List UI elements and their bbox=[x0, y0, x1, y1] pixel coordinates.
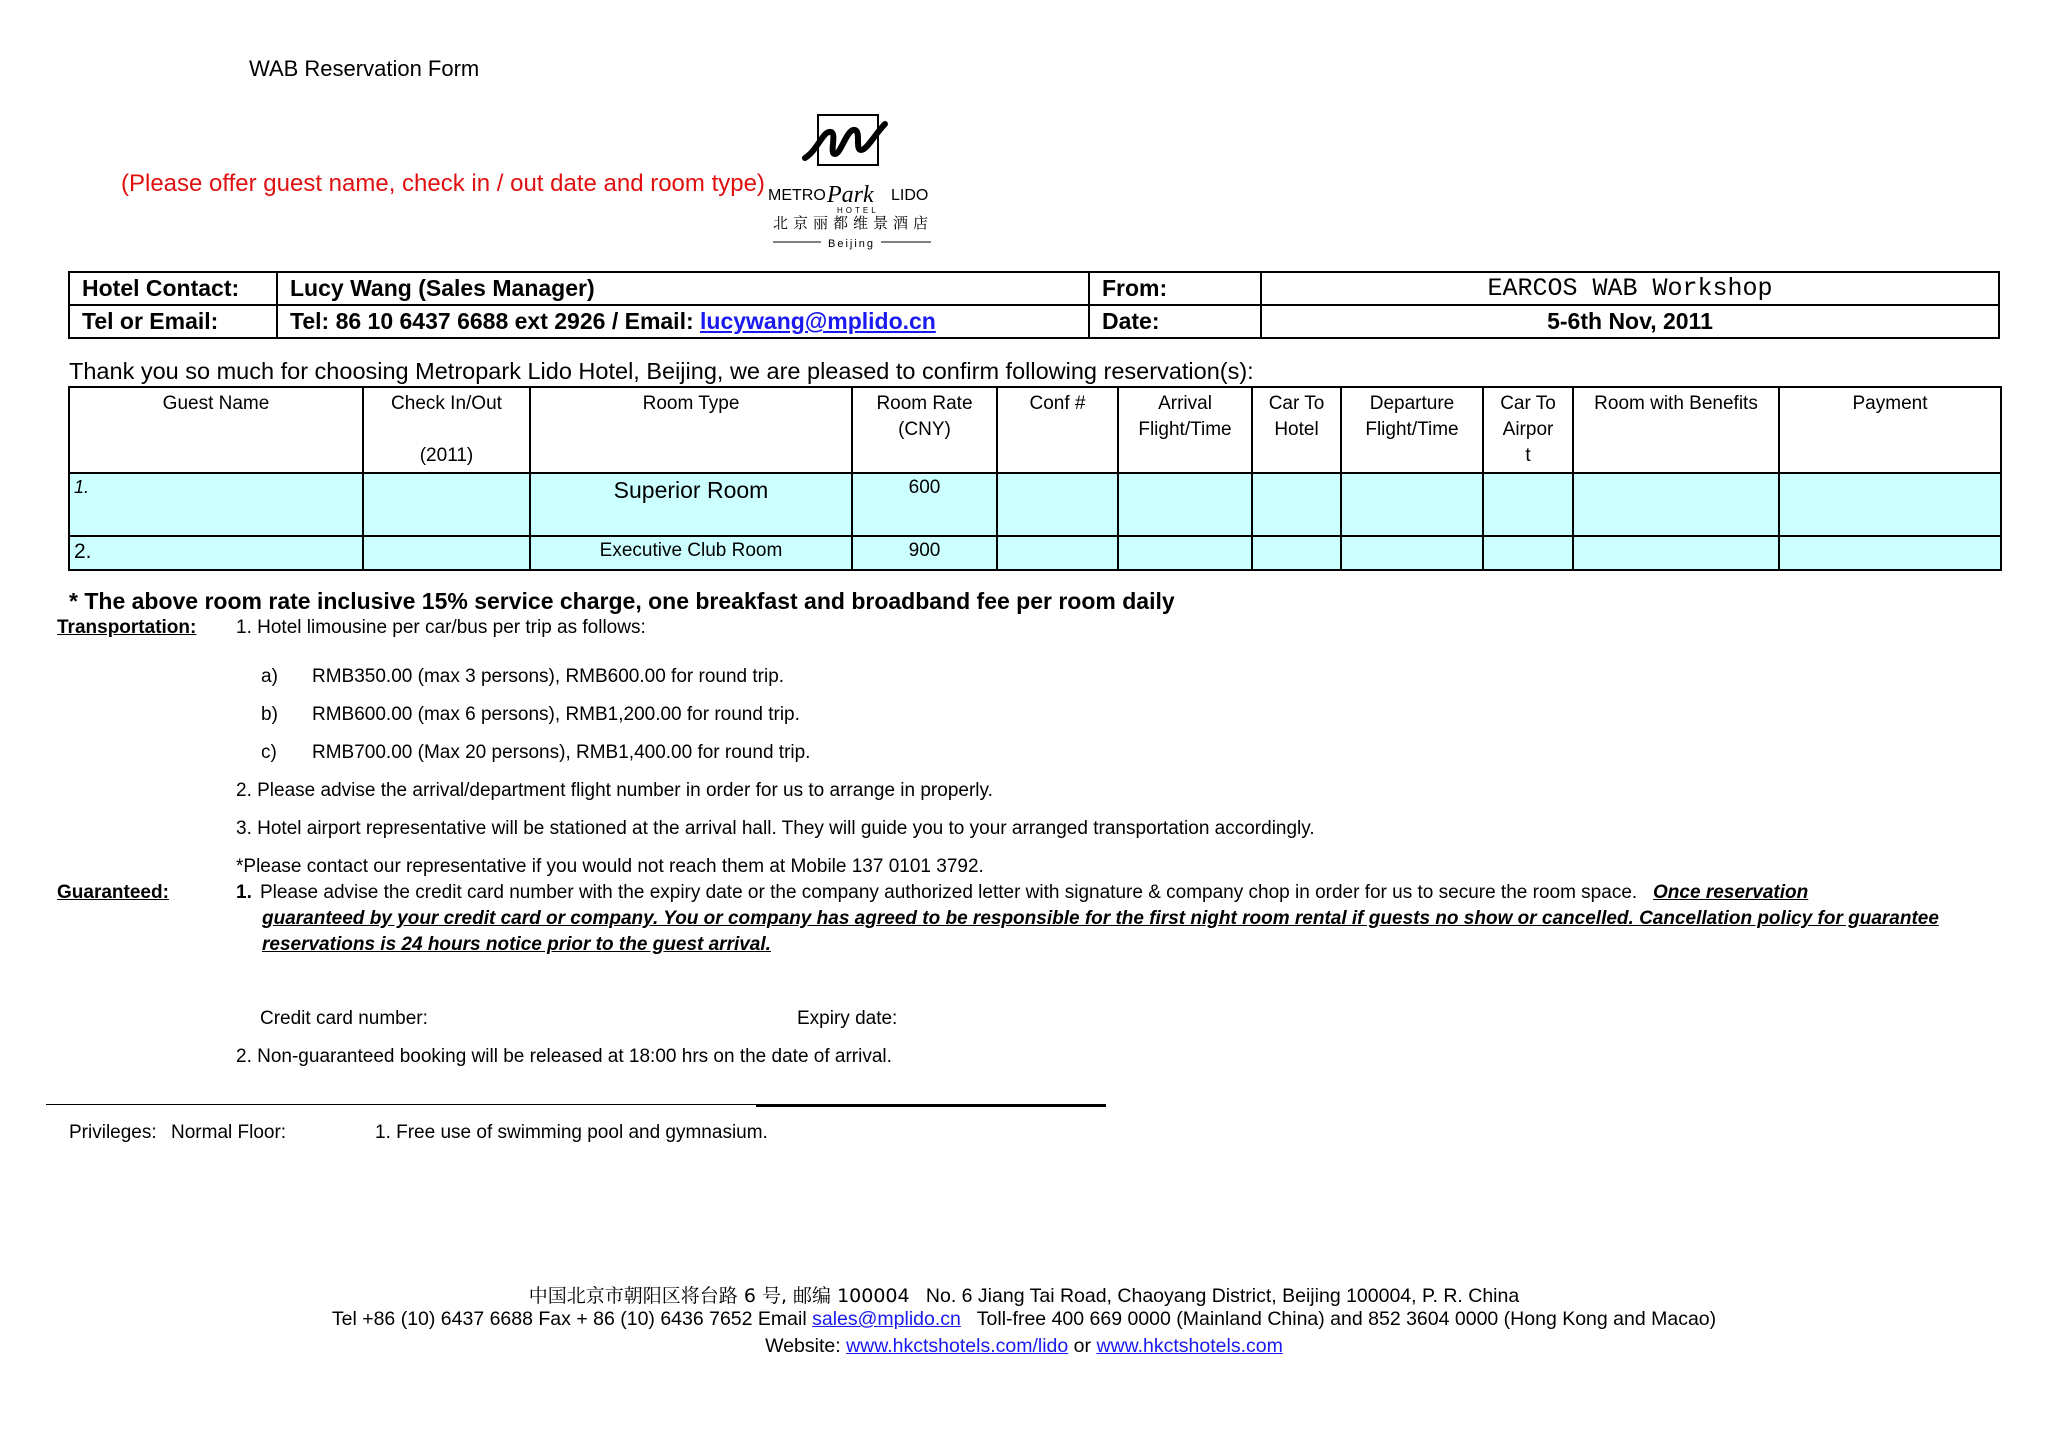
contact-table bbox=[68, 271, 2000, 339]
header-room-rate: Room Rate (CNY) bbox=[852, 387, 997, 473]
address-english: No. 6 Jiang Tai Road, Chaoyang District, Beijing 100004, P. R. China bbox=[925, 1285, 1520, 1307]
car-to-hotel-cell[interactable] bbox=[1252, 536, 1341, 570]
check-in-out-cell[interactable] bbox=[363, 536, 530, 570]
room-type-cell: Superior Room bbox=[530, 473, 852, 536]
guaranteed-line-3: reservations is 24 hours notice prior to the guest arrival. bbox=[262, 934, 771, 955]
representative-note: *Please contact our representative if you would not reach them at Mobile 137 0101 3792. bbox=[236, 856, 984, 877]
normal-floor-label: Normal Floor: bbox=[171, 1122, 287, 1143]
logo-chinese-name: 北京丽都维景酒店 bbox=[772, 214, 933, 232]
header-conf: Conf # bbox=[997, 387, 1118, 473]
instruction-note: (Please offer guest name, check in / out date and room type) bbox=[121, 170, 765, 197]
address-chinese: 中国北京市朝阳区将台路 6 号, 邮编 100004 bbox=[528, 1285, 910, 1307]
header-guest-name: Guest Name bbox=[69, 387, 363, 473]
logo-brand-right: LIDO bbox=[891, 187, 929, 204]
option-letter-a: a) bbox=[261, 666, 278, 687]
header-room-benefits: Room with Benefits bbox=[1573, 387, 1779, 473]
option-text-a: RMB350.00 (max 3 persons), RMB600.00 for round trip. bbox=[312, 666, 785, 687]
guaranteed-emphasis: Once reservation bbox=[1653, 882, 1809, 903]
row-number: 2. bbox=[69, 536, 363, 570]
car-to-hotel-cell[interactable] bbox=[1252, 473, 1341, 536]
payment-cell[interactable] bbox=[1779, 473, 2001, 536]
footer-tollfree: Toll-free 400 669 0000 (Mainland China) and 852 3604 0000 (Hong Kong and Macao) bbox=[976, 1308, 1717, 1330]
thanks-message: Thank you so much for choosing Metropark Lido Hotel, Beijing, we are pleased to confirm following reservation(s): bbox=[69, 358, 1254, 384]
website-link-main[interactable]: www.hkctshotels.com bbox=[1096, 1335, 1283, 1357]
date-label: Date: bbox=[1089, 305, 1261, 338]
logo-brand-sub: HOTEL bbox=[837, 206, 879, 215]
tel-label: Tel or Email: bbox=[69, 305, 277, 338]
header-car-to-airport: Car To Airpor t bbox=[1483, 387, 1573, 473]
expiry-date-label: Expiry date: bbox=[797, 1008, 898, 1029]
footer-email-link[interactable]: sales@mplido.cn bbox=[812, 1308, 961, 1330]
car-to-airport-cell[interactable] bbox=[1483, 473, 1573, 536]
footer-contact bbox=[0, 1308, 2048, 1331]
header-arrival: Arrival Flight/Time bbox=[1118, 387, 1252, 473]
table-header-row bbox=[69, 387, 2001, 473]
website-or: or bbox=[1068, 1335, 1097, 1357]
row-number: 1. bbox=[69, 473, 363, 536]
footer-tel-fax: Tel +86 (10) 6437 6688 Fax + 86 (10) 6436 7652 Email bbox=[331, 1308, 813, 1330]
credit-card-label: Credit card number: bbox=[260, 1008, 428, 1029]
logo-city: Beijing bbox=[828, 238, 876, 250]
rate-note: * The above room rate inclusive 15% service charge, one breakfast and broadband fee per room daily bbox=[69, 588, 1175, 614]
header-check-in-out: Check In/Out (2011) bbox=[363, 387, 530, 473]
footer-website bbox=[0, 1335, 2048, 1358]
conf-cell[interactable] bbox=[997, 536, 1118, 570]
privileges-label: Privileges: bbox=[69, 1122, 157, 1143]
guaranteed-line-1 bbox=[260, 882, 1980, 904]
header-payment: Payment bbox=[1779, 387, 2001, 473]
header-car-to-hotel: Car To Hotel bbox=[1252, 387, 1341, 473]
departure-cell[interactable] bbox=[1341, 473, 1483, 536]
privilege-item-1: 1. Free use of swimming pool and gymnasium. bbox=[375, 1122, 768, 1143]
website-link-lido[interactable]: www.hkctshotels.com/lido bbox=[846, 1335, 1069, 1357]
room-type-cell: Executive Club Room bbox=[530, 536, 852, 570]
reservation-table bbox=[68, 386, 2002, 571]
arrival-cell[interactable] bbox=[1118, 536, 1252, 570]
arrival-cell[interactable] bbox=[1118, 473, 1252, 536]
hotel-contact-label: Hotel Contact: bbox=[69, 272, 277, 305]
from-value: EARCOS WAB Workshop bbox=[1261, 272, 1999, 305]
option-letter-b: b) bbox=[261, 704, 278, 725]
guaranteed-label: Guaranteed: bbox=[57, 882, 169, 903]
header-room-type: Room Type bbox=[530, 387, 852, 473]
signature-line bbox=[756, 1105, 1106, 1107]
header-departure: Departure Flight/Time bbox=[1341, 387, 1483, 473]
hotel-contact-value: Lucy Wang (Sales Manager) bbox=[277, 272, 1089, 305]
footer-address bbox=[0, 1281, 2048, 1308]
logo-brand-left: METRO bbox=[768, 187, 826, 204]
option-text-b: RMB600.00 (max 6 persons), RMB1,200.00 for round trip. bbox=[312, 704, 800, 725]
from-label: From: bbox=[1089, 272, 1261, 305]
payment-cell[interactable] bbox=[1779, 536, 2001, 570]
room-rate-cell: 900 bbox=[852, 536, 997, 570]
table-row bbox=[69, 536, 2001, 570]
option-letter-c: c) bbox=[261, 742, 277, 763]
logo-brand-script: Park bbox=[827, 182, 874, 208]
transport-item-1: 1. Hotel limousine per car/bus per trip as follows: bbox=[236, 617, 646, 638]
car-to-airport-cell[interactable] bbox=[1483, 536, 1573, 570]
conf-cell[interactable] bbox=[997, 473, 1118, 536]
room-rate-cell: 600 bbox=[852, 473, 997, 536]
transport-item-3: 3. Hotel airport representative will be stationed at the arrival hall. They will guide you to your arranged transportation accordingly. bbox=[236, 818, 1315, 839]
guaranteed-line-2: guaranteed by your credit card or company. You or company has agreed to be responsible for the first night room rental if guests no show or cancelled. Cancellation policy for guarantee bbox=[262, 908, 1939, 929]
date-value: 5-6th Nov, 2011 bbox=[1261, 305, 1999, 338]
check-in-out-cell[interactable] bbox=[363, 473, 530, 536]
option-text-c: RMB700.00 (Max 20 persons), RMB1,400.00 for round trip. bbox=[312, 742, 811, 763]
transport-item-2: 2. Please advise the arrival/department flight number in order for us to arrange in properly. bbox=[236, 780, 993, 801]
benefits-cell[interactable] bbox=[1573, 536, 1779, 570]
guaranteed-item-number: 1. bbox=[236, 882, 252, 903]
tel-email-cell bbox=[277, 305, 1089, 338]
benefits-cell[interactable] bbox=[1573, 473, 1779, 536]
transportation-label: Transportation: bbox=[57, 617, 197, 638]
table-row bbox=[69, 473, 2001, 536]
tel-value: Tel: 86 10 6437 6688 ext 2926 / Email: bbox=[290, 308, 701, 334]
guaranteed-item-2: 2. Non-guaranteed booking will be released at 18:00 hrs on the date of arrival. bbox=[236, 1046, 892, 1067]
guaranteed-text: Please advise the credit card number with the expiry date or the company authorized letter with signature & company chop in order for us to secure the room space. bbox=[260, 882, 1638, 903]
departure-cell[interactable] bbox=[1341, 536, 1483, 570]
website-label: Website: bbox=[765, 1335, 847, 1357]
contact-email-link[interactable]: lucywang@mplido.cn bbox=[700, 308, 936, 334]
form-title: WAB Reservation Form bbox=[249, 56, 480, 81]
